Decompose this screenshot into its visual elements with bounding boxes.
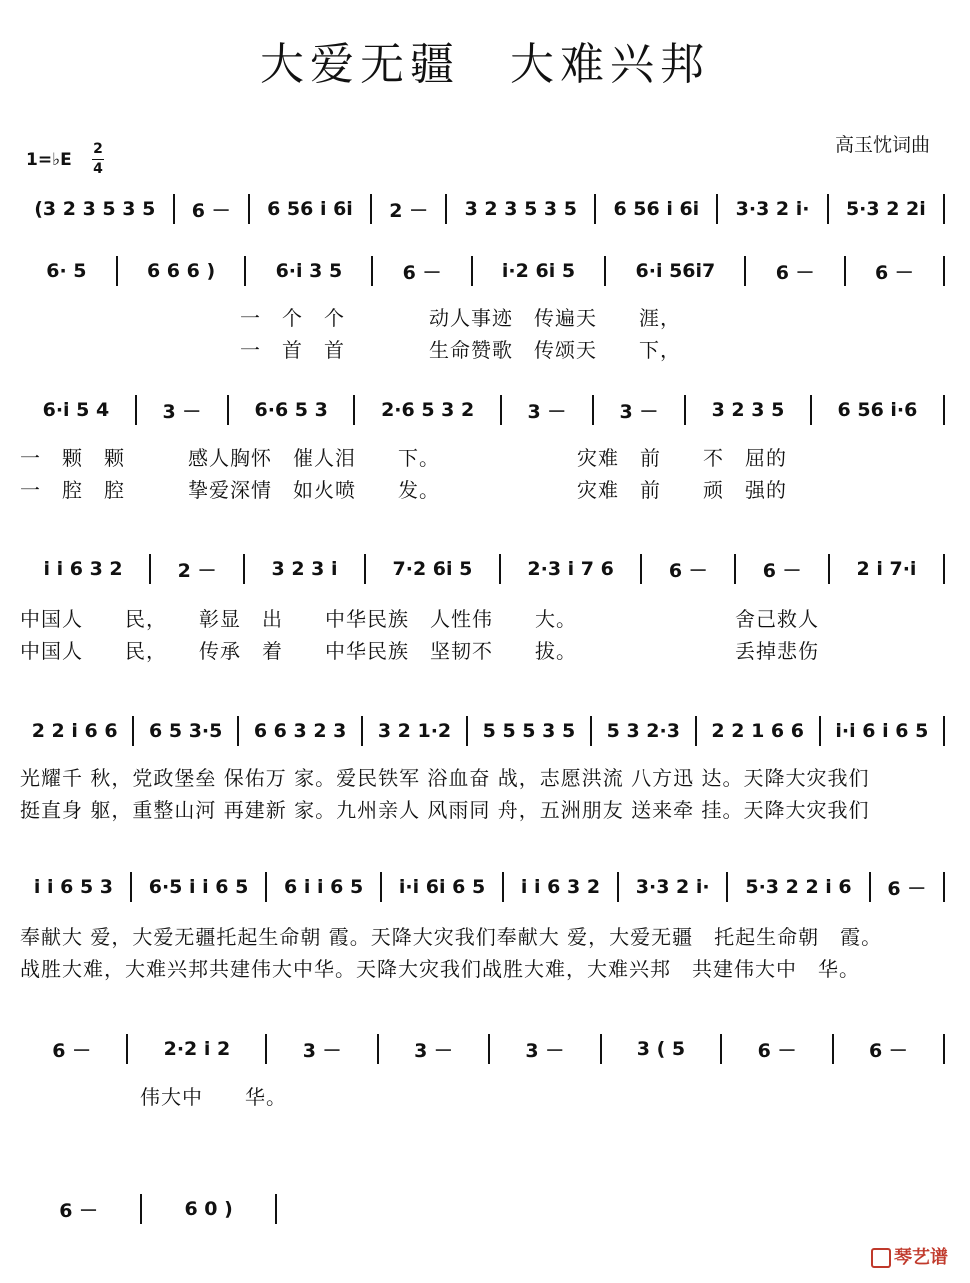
measure: 6 － <box>762 559 802 582</box>
notation-row <box>20 552 948 586</box>
measure: 6·i 5 4 <box>42 399 110 421</box>
measure: 3 2 3 i <box>271 558 338 580</box>
barline <box>640 554 642 584</box>
barline <box>265 1034 267 1064</box>
barline <box>594 194 596 224</box>
lyric-line: 伟大中 华。 <box>140 1085 287 1109</box>
barline <box>140 1194 142 1224</box>
logo-text: 琴艺谱 <box>894 1247 948 1268</box>
barline <box>590 716 592 746</box>
barline <box>832 1034 834 1064</box>
notation-row <box>20 393 948 427</box>
measure: 6 0 ) <box>184 1198 233 1220</box>
barline <box>126 1034 128 1064</box>
barline <box>810 395 812 425</box>
barline <box>353 395 355 425</box>
barline <box>370 194 372 224</box>
measure: 2·3 i 7 6 <box>527 558 614 580</box>
barline <box>502 872 504 902</box>
measure: 6 － <box>52 1039 92 1062</box>
lyric-line: 一 首 首 生命赞歌 传颂天 下， <box>240 338 681 362</box>
measure: 3 ( 5 <box>636 1038 686 1060</box>
lyric-line: 挺直身 躯，重整山河 再建新 家。九州亲人 风雨同 舟，五洲朋友 送来牵 挂。天降大灾我们 <box>20 798 870 822</box>
barline <box>173 194 175 224</box>
barline <box>248 194 250 224</box>
lyric-line: 奉献大 爱，大爱无疆托起生命朝 霞。天降大灾我们奉献大 爱，大爱无疆 托起生命朝 霞。 <box>20 925 883 949</box>
measure: 5·3 2 2 i 6 <box>745 876 852 898</box>
barline <box>243 554 245 584</box>
barline <box>828 554 830 584</box>
barline <box>445 194 447 224</box>
measure: 6 56 i·6 <box>837 399 918 421</box>
barline <box>943 872 945 902</box>
measure: 5 3 2·3 <box>606 720 680 742</box>
measure: i i 6 3 2 <box>520 876 601 898</box>
key-signature: 1=♭E <box>26 150 72 170</box>
time-signature <box>92 141 104 178</box>
lyric-line: 中国人 民， 彰显 出 中华民族 人性伟 大。 舍己救人 <box>20 607 819 631</box>
measure: 6 － <box>874 261 914 284</box>
barline <box>943 395 945 425</box>
measure: 6· 5 <box>46 260 87 282</box>
measure: 2 2 1 6 6 <box>711 720 804 742</box>
measure: 3 － <box>162 400 202 423</box>
barline <box>604 256 606 286</box>
barline <box>499 554 501 584</box>
barline <box>819 716 821 746</box>
barline <box>244 256 246 286</box>
barline <box>237 716 239 746</box>
barline <box>844 256 846 286</box>
measure: i·i 6 i 6 5 <box>835 720 929 742</box>
lyric-line: 中国人 民， 传承 着 中华民族 坚韧不 拔。 丢掉悲伤 <box>20 639 819 663</box>
measure: 5·3 2 2i <box>845 198 926 220</box>
lyric-line: 一 腔 腔 挚爱深情 如火喷 发。 灾难 前 顽 强的 <box>20 478 787 502</box>
measure: 3 2 3 5 3 5 <box>464 198 577 220</box>
song-title: 大爱无疆 大难兴邦 <box>260 39 710 90</box>
barline <box>726 872 728 902</box>
measure: 6·5 i i 6 5 <box>148 876 249 898</box>
measure: 2 － <box>389 199 429 222</box>
time-sig-bottom: 4 <box>93 161 103 177</box>
notation-row <box>20 1192 280 1226</box>
measure: 6·6 5 3 <box>254 399 328 421</box>
barline <box>380 872 382 902</box>
lyric-line: 光耀千 秋，党政堡垒 保佑万 家。爱民铁军 浴血奋 战，志愿洪流 八方迅 达。天降大灾我们 <box>20 766 870 790</box>
barline <box>500 395 502 425</box>
measure: 6 － <box>868 1039 908 1062</box>
barline <box>132 716 134 746</box>
barline <box>364 554 366 584</box>
barline <box>116 256 118 286</box>
barline <box>869 872 871 902</box>
measure: i·2 6i 5 <box>501 260 576 282</box>
barline <box>734 554 736 584</box>
measure: 3 2 1·2 <box>377 720 452 742</box>
notation-row <box>20 1032 948 1066</box>
barline <box>720 1034 722 1064</box>
barline <box>488 1034 490 1064</box>
measure: 6 5 3·5 <box>149 720 223 742</box>
measure: 2 2 i 6 6 <box>31 720 118 742</box>
measure: i i 6 5 3 <box>33 876 114 898</box>
barline <box>471 256 473 286</box>
notation-row <box>20 192 948 226</box>
measure: 2 i 7·i <box>856 558 917 580</box>
time-sig-top: 2 <box>93 141 103 157</box>
measure: 2·2 i 2 <box>163 1038 231 1060</box>
notation-row <box>20 870 948 904</box>
notation-row <box>20 254 948 288</box>
measure: 6 － <box>59 1199 99 1222</box>
barline <box>466 716 468 746</box>
site-logo <box>871 1243 948 1269</box>
measure: i i 6 3 2 <box>43 558 123 580</box>
lyric-line: 战胜大难，大难兴邦共建伟大中华。天降大灾我们战胜大难，大难兴邦 共建伟大中 华。 <box>20 957 860 981</box>
measure: (3 2 3 5 3 5 <box>34 198 156 220</box>
measure: 7·2 6i 5 <box>392 558 473 580</box>
barline <box>600 1034 602 1064</box>
barline <box>943 1034 945 1064</box>
barline <box>943 716 945 746</box>
measure: 2 － <box>177 559 217 582</box>
measure: 3 － <box>302 1039 342 1062</box>
barline <box>943 194 945 224</box>
measure: 3·3 2 i· <box>735 198 810 220</box>
measure: 5 5 5 3 5 <box>482 720 576 742</box>
barline <box>130 872 132 902</box>
measure: 2·6 5 3 2 <box>381 399 475 421</box>
measure: 3 － <box>619 400 659 423</box>
measure: 6 － <box>191 199 231 222</box>
measure: 6 － <box>668 559 708 582</box>
measure: 3 － <box>527 400 567 423</box>
measure: 3 － <box>414 1039 453 1062</box>
barline <box>275 1194 277 1224</box>
barline <box>684 395 686 425</box>
measure: 6·i 56i7 <box>635 260 716 282</box>
barline <box>371 256 373 286</box>
measure: 6 6 6 ) <box>146 260 216 282</box>
barline <box>227 395 229 425</box>
barline <box>265 872 267 902</box>
measure: 6 － <box>775 261 815 284</box>
barline <box>716 194 718 224</box>
measure: 6 56 i 6i <box>613 198 700 220</box>
lyric-line: 一 颗 颗 感人胸怀 催人泪 下。 灾难 前 不 屈的 <box>20 446 787 470</box>
barline <box>695 716 697 746</box>
measure: 6 56 i 6i <box>267 198 353 220</box>
measure: 6 － <box>887 877 927 900</box>
measure: 6 i i 6 5 <box>284 876 364 898</box>
lyric-line: 一 个 个 动人事迹 传遍天 涯， <box>240 306 681 330</box>
measure: 6 － <box>402 261 442 284</box>
measure: 6 6 3 2 3 <box>253 720 347 742</box>
measure: 3 － <box>525 1039 565 1062</box>
barline <box>377 1034 379 1064</box>
logo-icon <box>871 1248 891 1268</box>
barline <box>617 872 619 902</box>
barline <box>943 256 945 286</box>
measure: 6·i 3 5 <box>275 260 343 282</box>
barline <box>361 716 363 746</box>
barline <box>744 256 746 286</box>
measure: 6 － <box>757 1039 797 1062</box>
measure: 3 2 3 5 <box>711 399 785 421</box>
barline <box>943 554 945 584</box>
barline <box>592 395 594 425</box>
notation-row <box>20 714 948 748</box>
measure: 3·3 2 i· <box>635 876 710 898</box>
barline <box>149 554 151 584</box>
measure: i·i 6i 6 5 <box>398 876 486 898</box>
composer-credit: 高玉忱词曲 <box>834 134 930 156</box>
barline <box>827 194 829 224</box>
barline <box>135 395 137 425</box>
